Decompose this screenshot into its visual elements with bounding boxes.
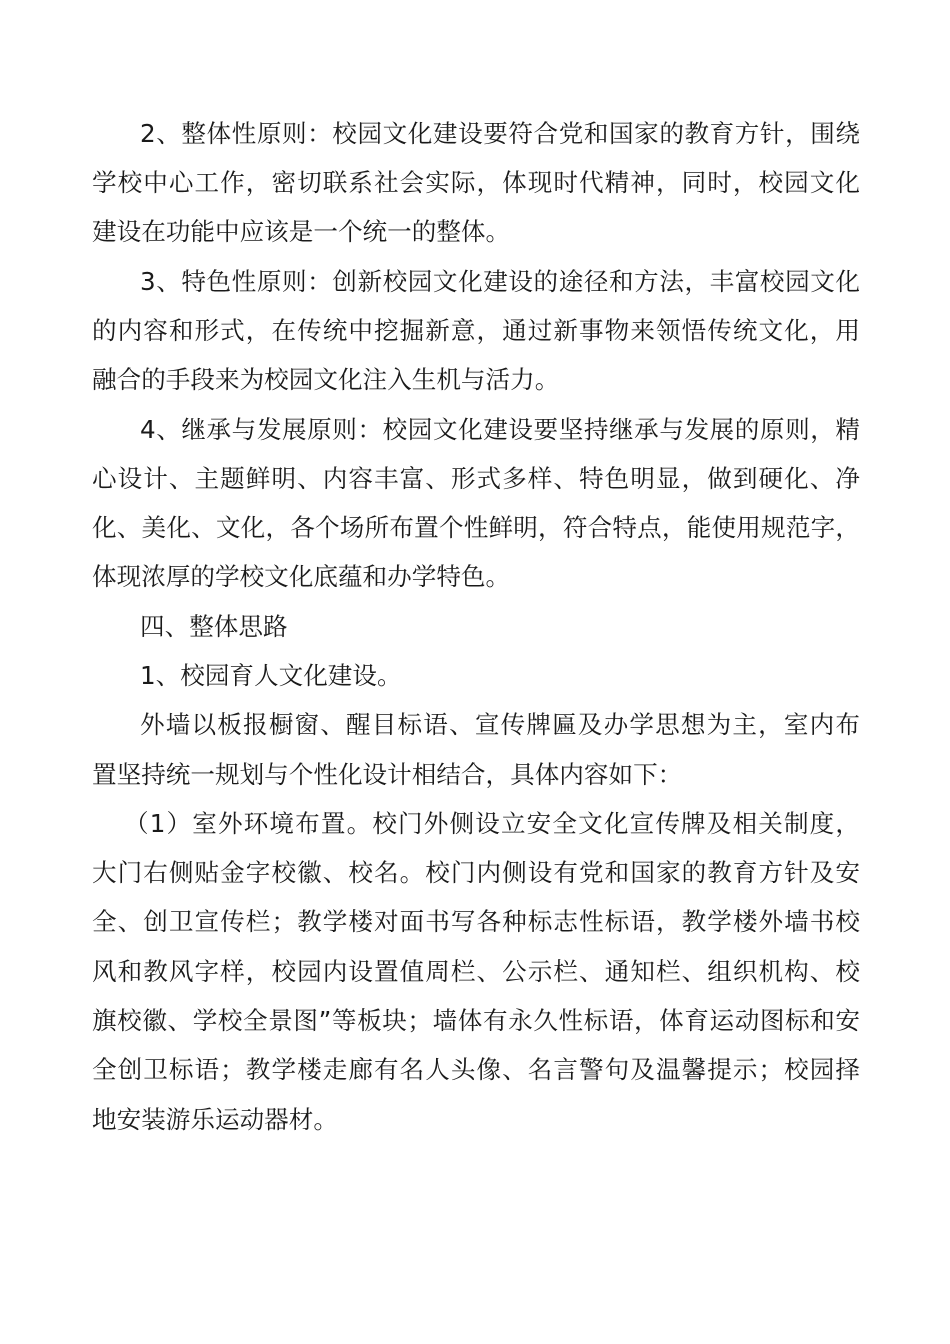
- paragraph-line: （1）室外环境布置。校门外侧设立安全文化宣传牌及相关制度，: [124, 809, 860, 838]
- paragraph-line: 2、整体性原则：校园文化建设要符合党和国家的教育方针，围绕: [140, 119, 860, 148]
- paragraph-line: 4、继承与发展原则：校园文化建设要坚持继承与发展的原则，精: [140, 415, 860, 444]
- paragraph-line: 融合的手段来为校园文化注入生机与活力。: [92, 365, 560, 394]
- paragraph-line: 化、美化、文化，各个场所布置个性鲜明，符合特点，能使用规范字，: [92, 513, 860, 542]
- paragraph-line: 建设在功能中应该是一个统一的整体。: [92, 217, 511, 246]
- paragraph-line: 风和教风字样，校园内设置值周栏、公示栏、通知栏、组织机构、校: [92, 957, 860, 986]
- section-heading: 四、整体思路: [140, 612, 288, 641]
- paragraph-line: 全创卫标语；教学楼走廊有名人头像、名言警句及温馨提示；校园择: [92, 1055, 860, 1084]
- subsection-heading: 1、校园育人文化建设。: [140, 661, 402, 690]
- paragraph-line: 外墙以板报橱窗、醒目标语、宣传牌匾及办学思想为主，室内布: [140, 710, 860, 739]
- paragraph-line: 体现浓厚的学校文化底蕴和办学特色。: [92, 562, 511, 591]
- paragraph-line: 大门右侧贴金字校徽、校名。校门内侧设有党和国家的教育方针及安: [92, 858, 860, 887]
- paragraph-line: 置坚持统一规划与个性化设计相结合，具体内容如下：: [92, 760, 683, 789]
- paragraph-line: 旗校徽、学校全景图”等板块；墙体有永久性标语，体育运动图标和安: [92, 1006, 860, 1035]
- paragraph-line: 学校中心工作，密切联系社会实际，体现时代精神，同时，校园文化: [92, 168, 860, 197]
- paragraph-line: 全、创卫宣传栏；教学楼对面书写各种标志性标语，教学楼外墙书校: [92, 907, 860, 936]
- paragraph-line: 的内容和形式，在传统中挖掘新意，通过新事物来领悟传统文化，用: [92, 316, 860, 345]
- paragraph-line: 3、特色性原则：创新校园文化建设的途径和方法，丰富校园文化: [140, 267, 860, 296]
- paragraph-line: 地安装游乐运动器材。: [92, 1105, 338, 1134]
- paragraph-line: 心设计、主题鲜明、内容丰富、形式多样、特色明显，做到硬化、净: [92, 464, 860, 493]
